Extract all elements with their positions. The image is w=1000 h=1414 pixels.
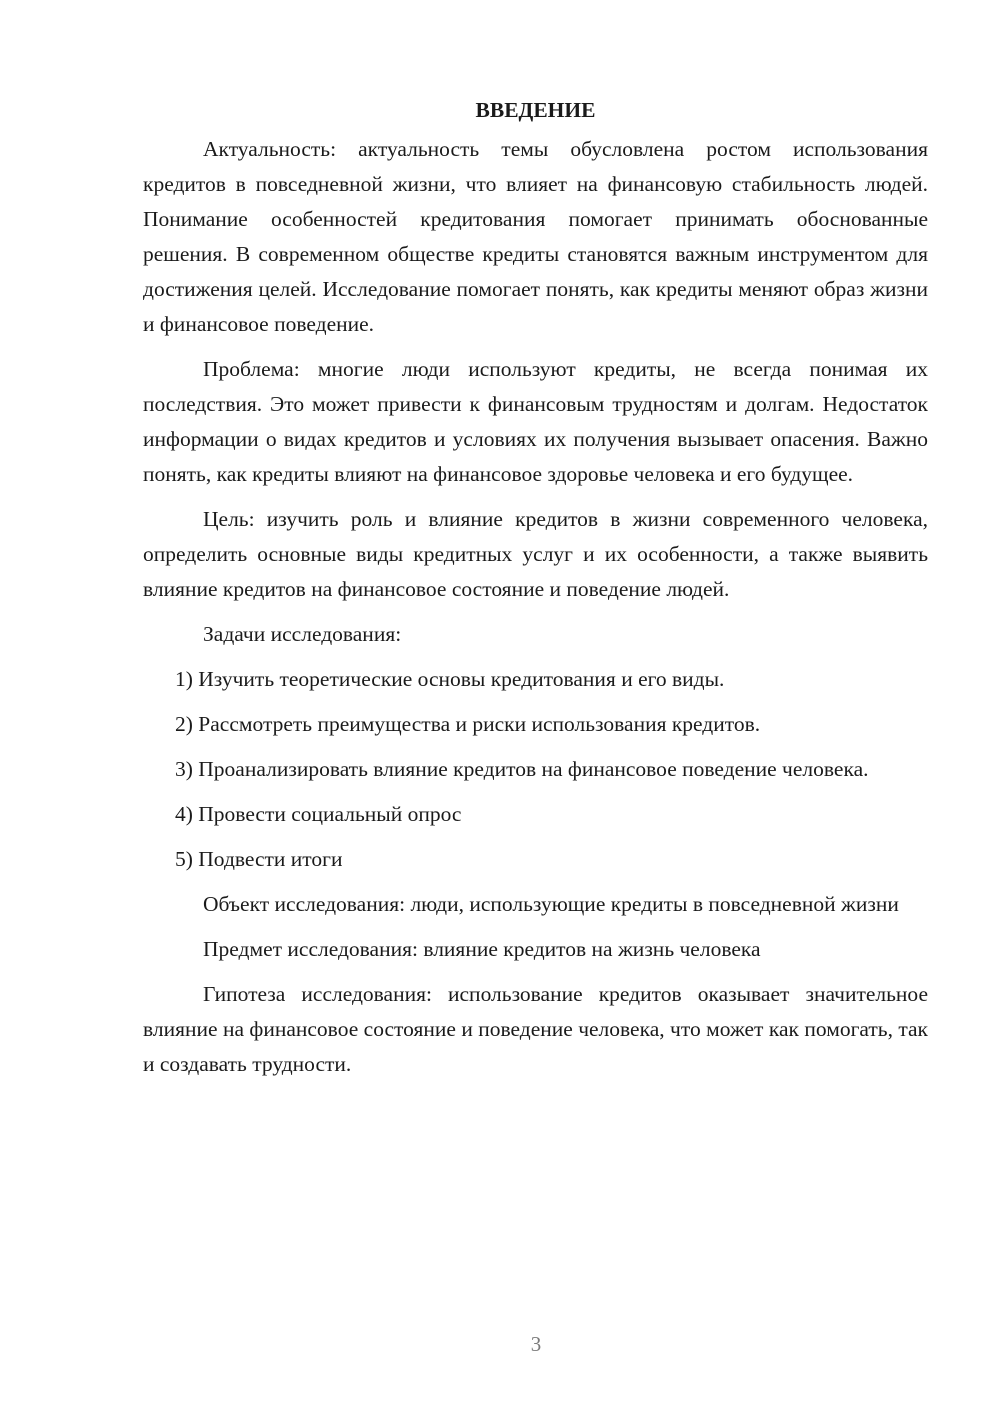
document-page (143, 93, 928, 1092)
page-title: ВВЕДЕНИЕ (475, 98, 596, 122)
page-number: 3 (530, 1332, 542, 1356)
object-paragraph: Объект исследования: люди, использующие кредиты в повседневной жизни (203, 892, 899, 916)
tasks-list (143, 662, 928, 877)
tasks-heading: Задачи исследования: (203, 622, 402, 646)
task-item: 3) Проанализировать влияние кредитов на финансовое поведение человека. (175, 757, 869, 781)
hypothesis-paragraph: Гипотеза исследования: использование кредитов оказывает значительное влияние на финансовое состояние и поведение человека, что может как помогать, так и создавать трудности. (143, 982, 928, 1076)
task-item: 1) Изучить теоретические основы кредитования и его виды. (175, 667, 725, 691)
relevance-paragraph: Актуальность: актуальность темы обусловлена ростом использования кредитов в повседневной жизни, что влияет на финансовую стабильность людей. Понимание особенностей кредитования помогает принимать обоснованные решения. В современном обществе кредиты становятся важным инструментом для достижения целей. Исследование помогает понять, как кредиты меняют образ жизни и финансовое поведение. (143, 137, 928, 336)
goal-paragraph: Цель: изучить роль и влияние кредитов в жизни современного человека, определить основные виды кредитных услуг и их особенности, а также выявить влияние кредитов на финансовое состояние и поведение людей. (143, 507, 928, 601)
task-item: 4) Провести социальный опрос (175, 802, 462, 826)
task-item: 5) Подвести итоги (175, 847, 343, 871)
problem-paragraph: Проблема: многие люди используют кредиты, не всегда понимая их последствия. Это может привести к финансовым трудностям и долгам. Недостаток информации о видах кредитов и условиях их получения вызывает опасения. Важно понять, как кредиты влияют на финансовое здоровье человека и его будущее. (143, 357, 928, 486)
task-item: 2) Рассмотреть преимущества и риски использования кредитов. (175, 712, 761, 736)
subject-paragraph: Предмет исследования: влияние кредитов на жизнь человека (203, 937, 761, 961)
